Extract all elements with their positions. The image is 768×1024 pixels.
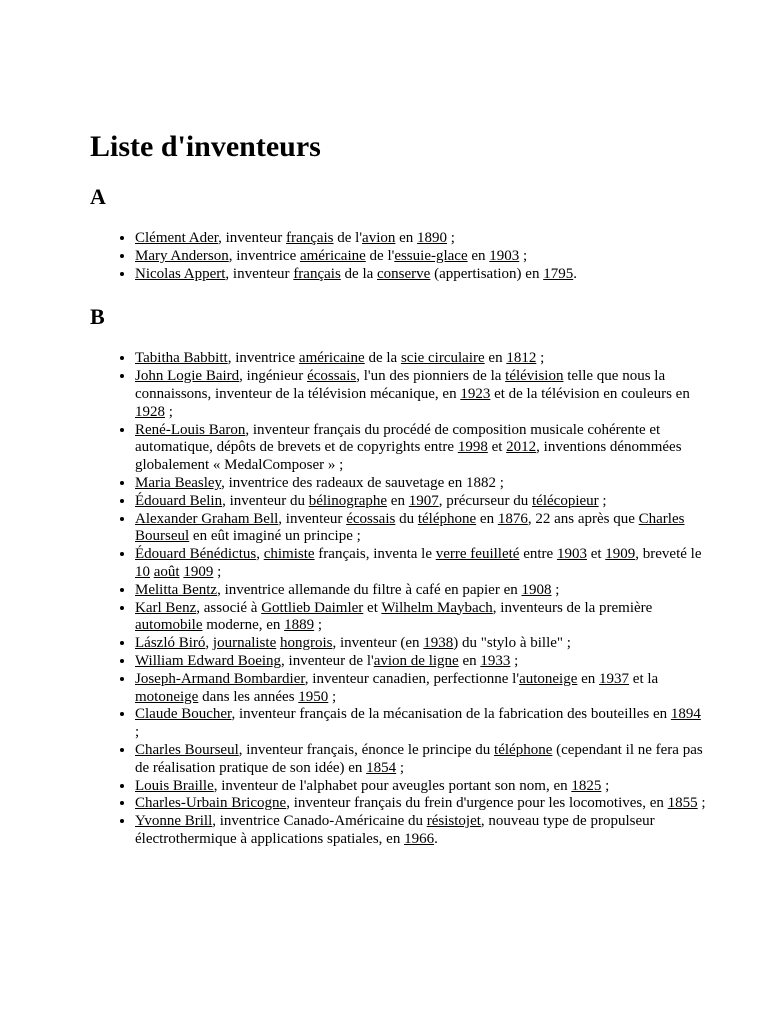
item-text: , inventeur de l'alphabet pour aveugles portant son nom, en: [213, 777, 572, 794]
list-item: [135, 266, 708, 284]
wiki-link[interactable]: téléphone: [494, 741, 553, 758]
item-text: dans les années: [198, 688, 299, 705]
wiki-link[interactable]: Gottlieb Daimler: [261, 599, 364, 616]
item-text: de l': [333, 230, 363, 246]
wiki-link[interactable]: 1795: [543, 265, 574, 282]
item-text: , inventeur (en: [332, 635, 424, 652]
wiki-link[interactable]: 1923: [460, 385, 491, 402]
item-text: ;: [519, 247, 528, 264]
wiki-link[interactable]: 1825: [571, 777, 602, 794]
item-text: , inventrice: [228, 247, 300, 264]
wiki-link[interactable]: 1950: [298, 688, 329, 705]
wiki-link[interactable]: Charles Bourseul: [135, 741, 239, 758]
wiki-link[interactable]: 1903: [556, 546, 587, 563]
wiki-link[interactable]: 1908: [521, 581, 552, 598]
item-text: , associé à: [196, 599, 262, 616]
list-item: [135, 230, 708, 248]
item-text: , inventions dénommées globalement « MedalComposer » ;: [135, 439, 682, 474]
item-text: , inventeur de l': [281, 652, 374, 669]
wiki-link[interactable]: 10: [135, 563, 150, 580]
wiki-link[interactable]: 1938: [423, 635, 454, 652]
wiki-link[interactable]: téléphone: [417, 510, 477, 527]
wiki-link[interactable]: hongrois: [279, 635, 333, 652]
item-text: et: [363, 599, 382, 616]
item-text: en: [387, 492, 409, 509]
item-text: , inventeur canadien, perfectionne l': [304, 670, 520, 687]
wiki-link[interactable]: 1890: [417, 230, 448, 246]
wiki-link[interactable]: motoneige: [135, 688, 199, 705]
wiki-link[interactable]: Édouard Belin: [135, 492, 223, 509]
item-text: et de la télévision en couleurs en: [490, 385, 690, 402]
wiki-link[interactable]: Clément Ader: [135, 230, 219, 246]
wiki-link[interactable]: Charles-Urbain Bricogne: [135, 795, 287, 812]
item-text: ,: [256, 546, 264, 563]
wiki-link[interactable]: Maria Beasley: [135, 474, 222, 491]
wiki-link[interactable]: 1928: [135, 403, 165, 420]
item-text: , inventeur français de la mécanisation de la fabrication des bouteilles en: [231, 706, 671, 723]
list-item: [135, 475, 708, 493]
item-text: , précurseur du: [438, 492, 533, 509]
section-heading-a: A: [90, 184, 106, 209]
list-item: [135, 600, 708, 636]
inventor-list-a: [90, 230, 708, 283]
item-text: de la: [364, 350, 401, 367]
wiki-link[interactable]: essuie-glace: [394, 247, 468, 264]
item-text: , inventeur français du procédé de composition musicale cohérente et automatique, dépôts de brevets et de copyrights entre: [135, 421, 661, 456]
item-text: , nouveau type de propulseur électrothermique à applications spatiales, en: [135, 813, 655, 847]
item-text: .: [434, 830, 438, 847]
item-text: ;: [396, 759, 405, 776]
wiki-link[interactable]: chimiste: [263, 546, 315, 563]
item-text: .: [573, 265, 577, 282]
list-item: [135, 742, 708, 778]
item-text: , inventeur français du frein d'urgence pour les locomotives, en: [286, 795, 668, 812]
wiki-link[interactable]: scie circulaire: [400, 350, 485, 367]
wiki-link[interactable]: bélinographe: [308, 492, 388, 509]
item-text: moderne, en: [202, 617, 285, 634]
item-text: ,: [205, 635, 213, 652]
item-text: , inventeur français, énonce le principe du: [238, 741, 495, 758]
item-text: ;: [551, 581, 560, 598]
item-text: , inventeur: [278, 510, 347, 527]
wiki-link[interactable]: verre feuilleté: [435, 546, 520, 563]
item-text: du: [395, 510, 418, 527]
wiki-link[interactable]: Joseph-Armand Bombardier: [135, 670, 305, 687]
list-item: [135, 248, 708, 266]
wiki-link[interactable]: télévision: [505, 368, 564, 385]
item-text: entre: [519, 546, 557, 563]
wiki-link[interactable]: 1909: [605, 546, 636, 563]
item-text: , inventeur: [225, 265, 294, 282]
item-text: ;: [447, 230, 455, 246]
list-item: [135, 350, 708, 368]
item-text: ;: [328, 688, 337, 705]
wiki-link[interactable]: français: [286, 230, 334, 246]
item-text: , inventrice des radeaux de sauvetage en 1882 ;: [221, 474, 504, 491]
wiki-link[interactable]: télécopieur: [532, 492, 599, 509]
wiki-link[interactable]: août: [153, 563, 180, 580]
wiki-link[interactable]: 1933: [480, 652, 511, 669]
wiki-link[interactable]: écossais: [346, 510, 396, 527]
page-title: Liste d'inventeurs: [90, 130, 321, 163]
wiki-link[interactable]: écossais: [307, 368, 357, 385]
list-item: [135, 653, 708, 671]
list-item: [135, 511, 708, 547]
item-text: de la: [340, 265, 378, 282]
item-text: , inventrice: [227, 350, 299, 367]
wiki-link[interactable]: Édouard Bénédictus: [135, 546, 257, 563]
item-text: en: [467, 247, 490, 264]
wiki-link[interactable]: László Biró: [135, 635, 206, 652]
list-item: [135, 671, 708, 707]
inventor-list-b: [90, 350, 708, 848]
wiki-link[interactable]: 1894: [670, 706, 701, 723]
item-text: en: [458, 652, 481, 669]
item-text: ;: [510, 652, 519, 669]
item-text: ;: [135, 724, 140, 741]
wiki-link[interactable]: 1889: [284, 617, 315, 634]
wiki-link[interactable]: Charles Bourseul: [135, 510, 685, 545]
list-item: [135, 778, 708, 796]
wiki-link[interactable]: 2012: [506, 439, 537, 456]
item-text: ;: [601, 777, 610, 794]
wiki-link[interactable]: 1855: [667, 795, 698, 812]
wiki-link[interactable]: autoneige: [519, 670, 578, 687]
wiki-link[interactable]: Tabitha Babbitt: [135, 350, 228, 367]
item-text: ;: [213, 563, 222, 580]
item-text: et: [586, 546, 606, 563]
item-text: , inventrice Canado-Américaine du: [212, 813, 427, 830]
list-item: [135, 493, 708, 511]
wiki-link[interactable]: Karl Benz: [135, 599, 197, 616]
item-text: (appertisation) en: [430, 265, 544, 282]
item-text: en: [395, 230, 418, 246]
item-text: , breveté le: [635, 546, 702, 563]
item-text: , inventeur: [218, 230, 287, 246]
item-text: , 22 ans après que: [527, 510, 639, 527]
item-text: et: [487, 439, 507, 456]
section-heading-b: B: [90, 304, 105, 330]
item-text: ;: [697, 795, 706, 812]
list-item: [135, 582, 708, 600]
list-item: [135, 635, 708, 653]
wiki-link[interactable]: Louis Braille: [135, 777, 214, 794]
item-text: français, inventa le: [314, 546, 436, 563]
item-text: , l'un des pionniers de la: [356, 368, 506, 385]
wiki-link[interactable]: 1966: [404, 830, 435, 847]
wiki-link[interactable]: avion de ligne: [373, 652, 459, 669]
item-text: et la: [629, 670, 659, 687]
wiki-link[interactable]: René-Louis Baron: [135, 421, 246, 438]
item-text: telle que nous la connaissons, inventeur de la télévision mécanique, en: [135, 368, 666, 402]
wiki-link[interactable]: Melitta Bentz: [135, 581, 218, 598]
item-text: , inventeur du: [222, 492, 309, 509]
item-text: en: [484, 350, 507, 367]
item-text: en eût imaginé un principe ;: [189, 528, 361, 545]
wiki-link[interactable]: 1876: [497, 510, 528, 527]
wiki-link[interactable]: résistojet: [426, 813, 481, 830]
list-item: [135, 422, 708, 475]
item-text: ) du "stylo à bille" ;: [453, 635, 571, 652]
wiki-link[interactable]: Wilhelm Maybach: [381, 599, 493, 616]
item-text: , inventeurs de la première: [492, 599, 653, 616]
wiki-link[interactable]: Mary Anderson: [135, 247, 229, 264]
wiki-link[interactable]: Nicolas Appert: [135, 265, 226, 282]
wiki-link[interactable]: automobile: [135, 617, 203, 634]
wiki-link[interactable]: avion: [362, 230, 396, 246]
item-text: , inventrice allemande du filtre à café en papier en: [217, 581, 522, 598]
list-item: [135, 546, 708, 582]
wiki-link[interactable]: américaine: [298, 350, 365, 367]
wiki-link[interactable]: 1812: [506, 350, 537, 367]
item-text: ;: [536, 350, 545, 367]
wiki-link[interactable]: Yvonne Brill: [135, 813, 213, 830]
wiki-link[interactable]: William Edward Boeing: [135, 652, 282, 669]
item-text: de l': [365, 247, 395, 264]
list-item: [135, 795, 708, 813]
wiki-link[interactable]: 1907: [408, 492, 439, 509]
list-item: [135, 813, 708, 849]
item-text: (cependant il ne fera pas de réalisation pratique de son idée) en: [135, 741, 703, 776]
item-text: , ingénieur: [239, 368, 308, 385]
item-text: en: [577, 670, 600, 687]
wiki-link[interactable]: 1937: [599, 670, 630, 687]
wiki-link[interactable]: Alexander Graham Bell: [135, 510, 279, 527]
wiki-link[interactable]: John Logie Baird: [135, 368, 240, 385]
item-text: ;: [314, 617, 323, 634]
item-text: ;: [165, 403, 173, 420]
wiki-link[interactable]: 1903: [489, 247, 520, 264]
wiki-link[interactable]: Claude Boucher: [135, 706, 232, 723]
wiki-link[interactable]: 1998: [457, 439, 488, 456]
wiki-link[interactable]: conserve: [377, 265, 431, 282]
list-item: [135, 706, 708, 742]
item-text: en: [476, 510, 498, 527]
wiki-link[interactable]: 1909: [183, 563, 214, 580]
list-item: [135, 368, 708, 421]
wiki-link[interactable]: journaliste: [212, 635, 277, 652]
wiki-link[interactable]: 1854: [366, 759, 397, 776]
wiki-link[interactable]: américaine: [299, 247, 366, 264]
wiki-link[interactable]: français: [293, 265, 341, 282]
item-text: ;: [598, 492, 607, 509]
